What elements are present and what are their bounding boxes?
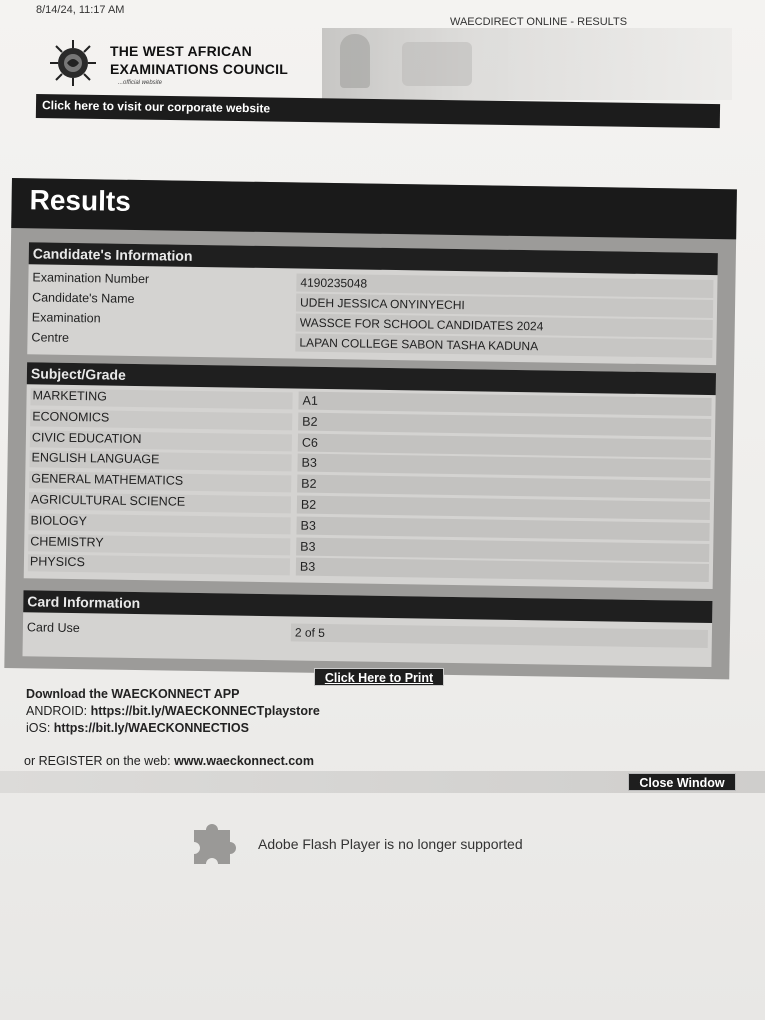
waec-logo[interactable] xyxy=(48,36,348,92)
app-promo-heading: Download the WAECKONNECT APP xyxy=(26,687,240,701)
android-line xyxy=(26,703,320,720)
print-date: 8/14/24, 11:17 AM xyxy=(36,4,125,16)
register-text: or REGISTER on the web: xyxy=(24,754,171,768)
waec-seal-icon xyxy=(48,38,98,88)
card-use-value: 2 of 5 xyxy=(294,625,326,640)
examination-value: WASSCE FOR SCHOOL CANDIDATES 2024 xyxy=(299,315,544,334)
subject-list xyxy=(24,386,716,584)
flash-message: Adobe Flash Player is no longer supported xyxy=(258,836,523,852)
subject-grade: B3 xyxy=(300,539,316,554)
org-subtitle: ...official website xyxy=(118,80,163,86)
card-info-bar xyxy=(23,590,712,623)
results-title: Results xyxy=(29,184,132,217)
exam-number-value: 4190235048 xyxy=(300,275,368,291)
centre-value: LAPAN COLLEGE SABON TASHA KADUNA xyxy=(299,335,539,354)
subject-grade: B3 xyxy=(299,559,316,575)
ios-line xyxy=(26,720,320,737)
grade-cell xyxy=(296,558,709,582)
puzzle-plugin-icon xyxy=(188,816,240,868)
info-label: Examination Number xyxy=(32,270,150,287)
corporate-website-link[interactable]: Click here to visit our corporate website xyxy=(41,98,271,116)
close-window-button[interactable]: Close Window xyxy=(628,773,736,791)
info-label: Candidate's Name xyxy=(32,290,135,306)
app-promo xyxy=(26,686,320,737)
banner-photo xyxy=(322,28,732,100)
results-panel xyxy=(4,178,737,679)
info-value-cell xyxy=(295,333,712,358)
android-link[interactable]: https://bit.ly/WAECKONNECTplaystore xyxy=(90,704,320,718)
flash-placeholder xyxy=(188,816,608,872)
ios-link[interactable]: https://bit.ly/WAECKONNECTIOS xyxy=(53,721,249,735)
subject-name: GENERAL MATHEMATICS xyxy=(29,471,291,492)
students-figure xyxy=(402,42,472,86)
org-name-line1: THE WEST AFRICAN xyxy=(110,43,252,59)
register-line xyxy=(24,754,314,768)
candidate-name-value: UDEH JESSICA ONYINYECHI xyxy=(299,295,465,313)
subject-grade-panel xyxy=(24,362,716,589)
subject-grade: A1 xyxy=(302,393,318,408)
candidate-info-heading: Candidate's Information xyxy=(32,245,193,264)
subject-grade-heading: Subject/Grade xyxy=(30,365,126,383)
candidate-info-panel xyxy=(27,242,718,365)
register-link[interactable]: www.waeckonnect.com xyxy=(174,754,314,768)
subject-name: AGRICULTURAL SCIENCE xyxy=(29,492,291,513)
subject-grade: B2 xyxy=(300,497,317,512)
print-page-title: WAECDIRECT ONLINE - RESULTS xyxy=(450,16,628,28)
subject-grade: B3 xyxy=(301,455,317,471)
results-header xyxy=(11,178,737,239)
subject-grade: C6 xyxy=(301,435,318,450)
subject-name: ENGLISH LANGUAGE xyxy=(29,451,291,472)
org-name-line2: EXAMINATIONS COUNCIL xyxy=(110,61,288,77)
subject-grade: B2 xyxy=(301,476,317,492)
card-use-row xyxy=(23,618,712,649)
subject-grade: B3 xyxy=(300,518,316,533)
subject-name: ECONOMICS xyxy=(30,409,292,430)
info-label: Examination xyxy=(31,310,101,326)
print-button[interactable]: Click Here to Print xyxy=(314,668,444,686)
subject-name: PHYSICS xyxy=(28,555,290,576)
subject-name: BIOLOGY xyxy=(28,513,290,534)
subject-name: CIVIC EDUCATION xyxy=(30,430,292,451)
card-info-panel xyxy=(22,590,712,667)
ios-label: iOS: xyxy=(26,721,51,735)
subject-grade: B2 xyxy=(302,414,318,429)
card-use-cell xyxy=(291,623,708,648)
org-name xyxy=(110,42,288,78)
info-label: Centre xyxy=(31,330,70,345)
subject-name: CHEMISTRY xyxy=(28,534,290,555)
subject-name: MARKETING xyxy=(30,388,292,409)
card-use-label: Card Use xyxy=(26,620,80,636)
android-label: ANDROID: xyxy=(26,704,88,718)
card-info-heading: Card Information xyxy=(27,593,141,612)
